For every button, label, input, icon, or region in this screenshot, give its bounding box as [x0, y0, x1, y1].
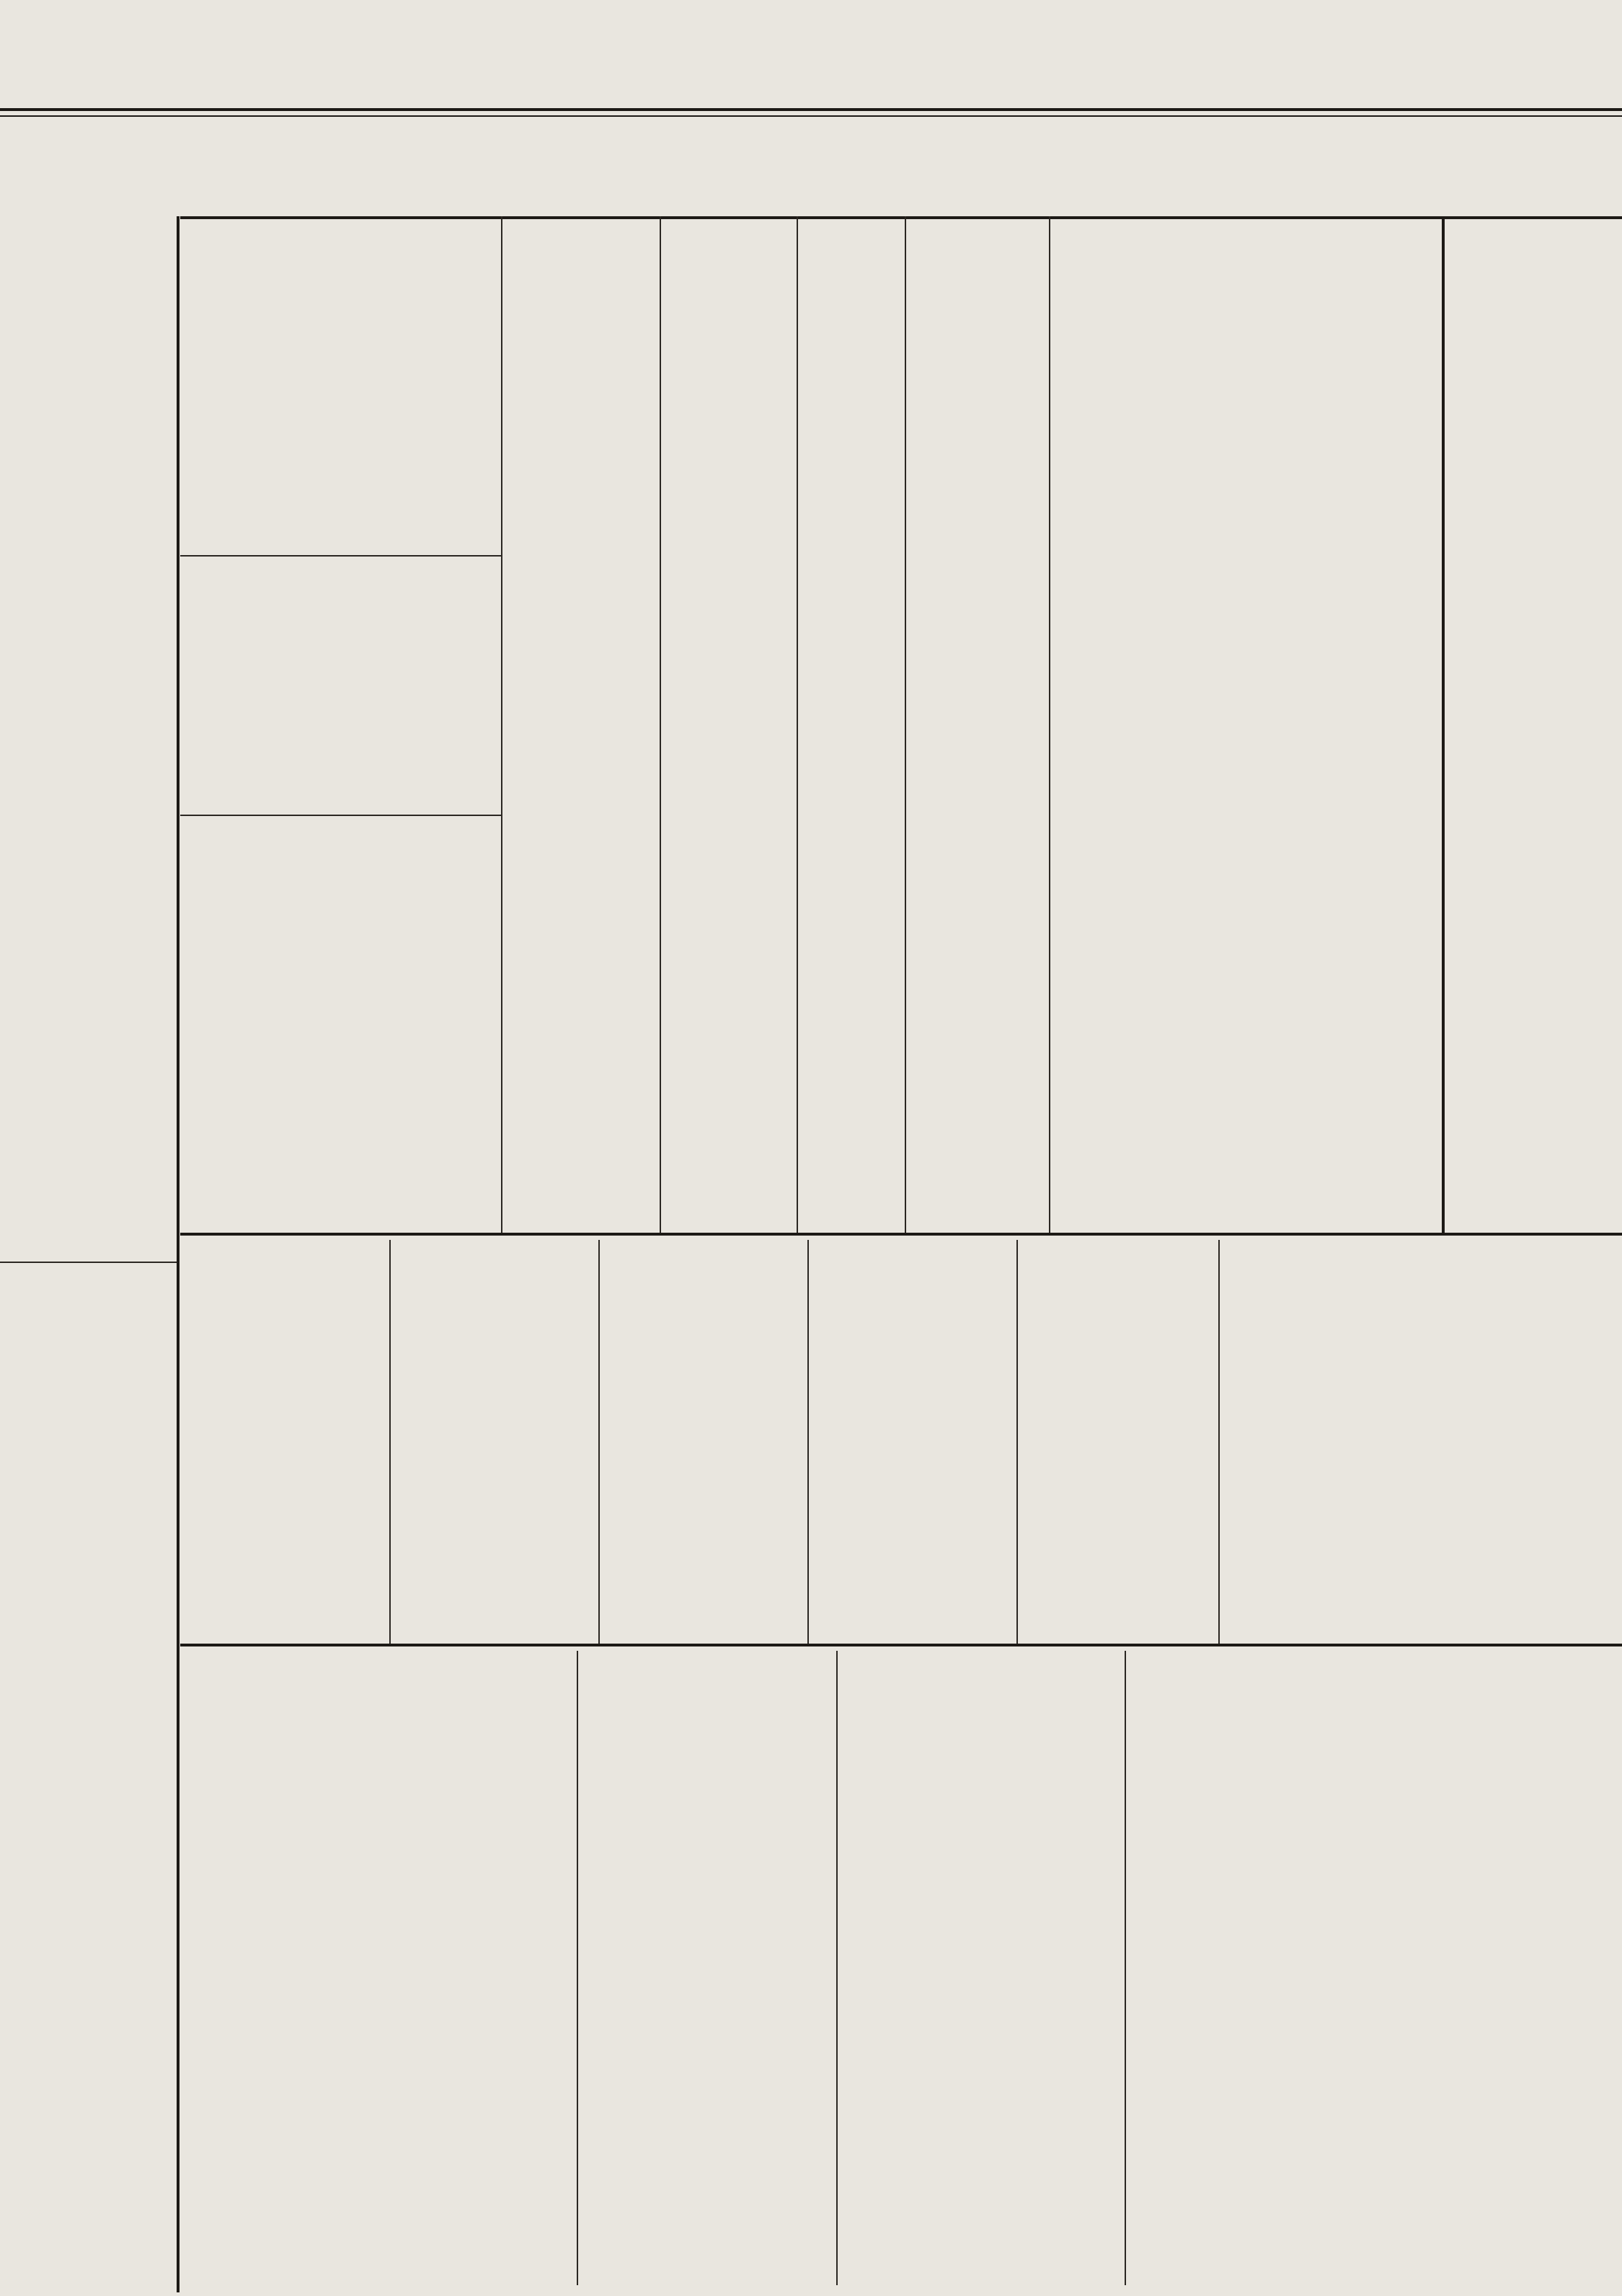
top-ad-body [916, 123, 1319, 209]
news-3-body [815, 1247, 980, 1636]
nantiancheng-words [14, 1290, 94, 2271]
telegrams-body [396, 1247, 595, 1636]
lecture-body [577, 591, 652, 1225]
liao-body [1283, 231, 1348, 1225]
request-body [187, 829, 440, 1225]
editorial-body [310, 231, 451, 548]
manager-body-cont [184, 569, 306, 807]
lecture2-body [505, 591, 570, 1225]
news-2-body [1024, 1247, 1182, 1636]
bank-body [1449, 231, 1514, 1225]
news-7-body [187, 1658, 523, 2278]
opium-body [908, 231, 970, 1225]
porcelain-body [1052, 231, 1117, 1225]
sale-body [1197, 231, 1240, 1225]
news-1-body-cont [1139, 1658, 1615, 2278]
memorial-body [663, 231, 761, 1225]
news-1-body [1226, 1247, 1575, 1636]
news-6-body [591, 1658, 786, 2278]
manager-body [310, 569, 451, 807]
top-ad-signers [598, 123, 685, 209]
telegrams-body-cont [184, 1247, 386, 1636]
news-4-body [606, 1247, 771, 1636]
taihexiang-body [14, 216, 94, 1262]
edu-body [800, 231, 840, 1225]
news-5-body [847, 1658, 1078, 2278]
top-ad-fees [692, 123, 908, 209]
